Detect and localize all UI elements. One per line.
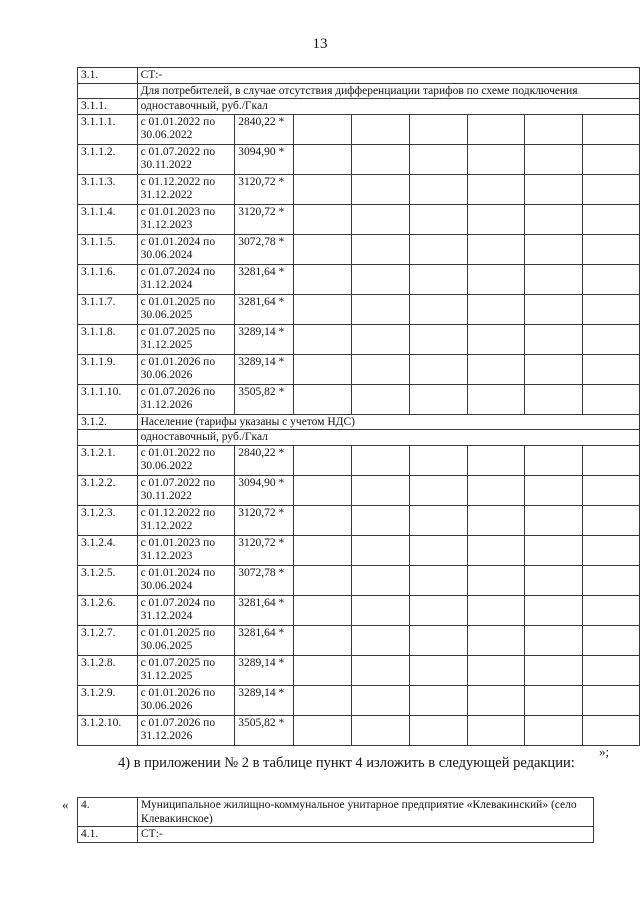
tariff-row <box>78 595 640 625</box>
empty-cell <box>467 384 524 414</box>
tariff-period: с 01.01.2022 по 30.06.2022 <box>137 114 235 144</box>
row-code: 3.1.2.9. <box>78 685 138 715</box>
tariff-period: с 01.01.2022 по 30.06.2022 <box>137 445 235 475</box>
tariff-value: 2840,22 * <box>235 445 294 475</box>
empty-cell <box>351 595 409 625</box>
tariff-row <box>78 234 640 264</box>
tariff-row <box>78 685 640 715</box>
empty-cell <box>409 625 467 655</box>
empty-cell <box>293 445 351 475</box>
empty-cell <box>409 114 467 144</box>
empty-cell <box>467 324 524 354</box>
tariff-period: с 01.01.2023 по 31.12.2023 <box>137 204 235 234</box>
empty-cell <box>582 685 639 715</box>
tariff-row <box>78 475 640 505</box>
empty-cell <box>582 114 639 144</box>
empty-cell <box>467 685 524 715</box>
empty-cell <box>293 234 351 264</box>
tariff-row <box>78 264 640 294</box>
tariff-row <box>78 535 640 565</box>
empty-cell <box>582 384 639 414</box>
empty-cell <box>293 384 351 414</box>
empty-cell <box>293 565 351 595</box>
empty-cell <box>582 204 639 234</box>
tariff-period: с 01.12.2022 по 31.12.2022 <box>137 505 235 535</box>
row-text: СТ:- <box>138 827 594 843</box>
appendix-row <box>78 827 594 843</box>
tariff-row <box>78 384 640 414</box>
empty-cell <box>351 114 409 144</box>
empty-cell <box>524 204 582 234</box>
row-code: 3.1.2.4. <box>78 535 138 565</box>
tariff-value: 3120,72 * <box>235 174 294 204</box>
tariff-value: 3289,14 * <box>235 354 294 384</box>
empty-cell <box>409 445 467 475</box>
empty-cell <box>409 685 467 715</box>
empty-cell <box>351 715 409 745</box>
row-code: 3.1.1.6. <box>78 264 138 294</box>
empty-cell <box>524 715 582 745</box>
row-code: 3.1.1.9. <box>78 354 138 384</box>
row-code: 4.1. <box>78 827 138 843</box>
empty-cell <box>582 565 639 595</box>
empty-cell <box>524 144 582 174</box>
empty-cell <box>582 625 639 655</box>
empty-cell <box>409 384 467 414</box>
empty-cell <box>351 535 409 565</box>
empty-cell <box>293 114 351 144</box>
empty-cell <box>582 174 639 204</box>
empty-cell <box>524 294 582 324</box>
empty-cell <box>582 505 639 535</box>
tariff-value: 3289,14 * <box>235 324 294 354</box>
empty-cell <box>582 475 639 505</box>
empty-cell <box>351 264 409 294</box>
empty-cell <box>582 144 639 174</box>
tariff-period: с 01.07.2022 по 30.11.2022 <box>137 144 235 174</box>
section-header-row <box>78 430 640 446</box>
tariff-value: 2840,22 * <box>235 114 294 144</box>
tariff-row <box>78 354 640 384</box>
empty-cell <box>582 354 639 384</box>
empty-cell <box>467 144 524 174</box>
empty-cell <box>524 685 582 715</box>
empty-cell <box>409 505 467 535</box>
tariff-value: 3094,90 * <box>235 144 294 174</box>
section-title: одноставочный, руб./Гкал <box>137 430 639 446</box>
empty-cell <box>293 505 351 535</box>
empty-cell <box>409 475 467 505</box>
empty-cell <box>467 715 524 745</box>
empty-cell <box>409 565 467 595</box>
empty-cell <box>351 445 409 475</box>
appendix-table <box>77 797 594 843</box>
row-code: 3.1.2.1. <box>78 445 138 475</box>
section-header-row <box>78 83 640 99</box>
row-code: 3.1.1.3. <box>78 174 138 204</box>
tariff-value: 3094,90 * <box>235 475 294 505</box>
section-header-row <box>78 414 640 430</box>
empty-cell <box>293 625 351 655</box>
empty-cell <box>409 715 467 745</box>
empty-cell <box>351 655 409 685</box>
row-code: 3.1.1.8. <box>78 324 138 354</box>
empty-cell <box>351 475 409 505</box>
empty-cell <box>293 294 351 324</box>
empty-cell <box>409 324 467 354</box>
tariff-value: 3289,14 * <box>235 685 294 715</box>
tariff-period: с 01.12.2022 по 31.12.2022 <box>137 174 235 204</box>
section-title: Население (тарифы указаны с учетом НДС) <box>137 414 639 430</box>
tariff-period: с 01.01.2025 по 30.06.2025 <box>137 294 235 324</box>
empty-cell <box>524 655 582 685</box>
empty-cell <box>524 535 582 565</box>
empty-cell <box>582 595 639 625</box>
empty-cell <box>467 535 524 565</box>
tariff-period: с 01.07.2024 по 31.12.2024 <box>137 264 235 294</box>
tariff-row <box>78 625 640 655</box>
empty-cell <box>524 324 582 354</box>
empty-cell <box>409 234 467 264</box>
tariff-value: 3072,78 * <box>235 565 294 595</box>
tariff-period: с 01.01.2023 по 31.12.2023 <box>137 535 235 565</box>
tariff-period: с 01.07.2024 по 31.12.2024 <box>137 595 235 625</box>
tariff-value: 3281,64 * <box>235 264 294 294</box>
empty-cell <box>582 264 639 294</box>
tariff-period: с 01.01.2024 по 30.06.2024 <box>137 565 235 595</box>
empty-cell <box>293 715 351 745</box>
empty-cell <box>467 445 524 475</box>
empty-cell <box>582 445 639 475</box>
empty-cell <box>409 174 467 204</box>
row-code: 3.1.2.10. <box>78 715 138 745</box>
tariff-period: с 01.07.2025 по 31.12.2025 <box>137 324 235 354</box>
row-code: 3.1.1.1. <box>78 114 138 144</box>
row-code: 3.1.1.4. <box>78 204 138 234</box>
row-code: 3.1.1.7. <box>78 294 138 324</box>
tariff-value: 3072,78 * <box>235 234 294 264</box>
tariff-row <box>78 114 640 144</box>
empty-cell <box>467 234 524 264</box>
tariff-row <box>78 324 640 354</box>
appendix-row <box>78 798 594 827</box>
empty-cell <box>524 174 582 204</box>
empty-cell <box>467 475 524 505</box>
tariff-value: 3281,64 * <box>235 294 294 324</box>
empty-cell <box>582 535 639 565</box>
empty-cell <box>467 294 524 324</box>
empty-cell <box>524 114 582 144</box>
empty-cell <box>467 114 524 144</box>
row-code: 3.1.2.5. <box>78 565 138 595</box>
empty-cell <box>293 144 351 174</box>
row-code: 3.1.2.8. <box>78 655 138 685</box>
tariff-row <box>78 445 640 475</box>
row-code: 3.1.1.5. <box>78 234 138 264</box>
empty-cell <box>351 565 409 595</box>
empty-cell <box>293 354 351 384</box>
empty-cell <box>524 595 582 625</box>
empty-cell <box>351 294 409 324</box>
empty-cell <box>524 445 582 475</box>
empty-cell <box>409 144 467 174</box>
empty-cell <box>293 595 351 625</box>
tariff-period: с 01.07.2026 по 31.12.2026 <box>137 715 235 745</box>
tariff-value: 3505,82 * <box>235 384 294 414</box>
tariff-value: 3505,82 * <box>235 715 294 745</box>
page-number: 13 <box>312 36 328 52</box>
empty-cell <box>524 354 582 384</box>
tariff-value: 3281,64 * <box>235 625 294 655</box>
empty-cell <box>524 475 582 505</box>
tariff-value: 3289,14 * <box>235 655 294 685</box>
closing-quote: »; <box>599 744 610 759</box>
tariff-period: с 01.07.2026 по 31.12.2026 <box>137 384 235 414</box>
empty-cell <box>582 655 639 685</box>
empty-cell <box>467 655 524 685</box>
empty-cell <box>293 264 351 294</box>
tariff-row <box>78 174 640 204</box>
empty-cell <box>467 625 524 655</box>
empty-cell <box>351 324 409 354</box>
row-code: 3.1.2. <box>78 414 138 430</box>
empty-cell <box>524 234 582 264</box>
empty-cell <box>293 475 351 505</box>
row-code: 4. <box>78 798 138 827</box>
empty-cell <box>582 234 639 264</box>
row-code: 3.1.1. <box>78 99 138 115</box>
section-header-row <box>78 99 640 115</box>
empty-cell <box>409 655 467 685</box>
empty-cell <box>293 655 351 685</box>
empty-cell <box>467 204 524 234</box>
tariff-row <box>78 715 640 745</box>
tariff-row <box>78 144 640 174</box>
empty-cell <box>409 204 467 234</box>
empty-cell <box>351 174 409 204</box>
row-code: 3.1. <box>78 68 138 84</box>
tariff-table <box>77 67 640 746</box>
tariff-period: с 01.01.2025 по 30.06.2025 <box>137 625 235 655</box>
empty-cell <box>467 174 524 204</box>
tariff-period: с 01.01.2026 по 30.06.2026 <box>137 354 235 384</box>
empty-cell <box>467 354 524 384</box>
empty-cell <box>582 715 639 745</box>
empty-cell <box>524 625 582 655</box>
empty-cell <box>409 354 467 384</box>
empty-cell <box>293 685 351 715</box>
empty-cell <box>351 625 409 655</box>
tariff-period: с 01.01.2024 по 30.06.2024 <box>137 234 235 264</box>
tariff-period: с 01.07.2022 по 30.11.2022 <box>137 475 235 505</box>
tariff-row <box>78 294 640 324</box>
row-code: 3.1.2.3. <box>78 505 138 535</box>
row-code: 3.1.1.2. <box>78 144 138 174</box>
empty-cell <box>409 294 467 324</box>
empty-cell <box>293 174 351 204</box>
empty-cell <box>524 384 582 414</box>
empty-cell <box>351 685 409 715</box>
row-code: 3.1.2.7. <box>78 625 138 655</box>
tariff-period: с 01.07.2025 по 31.12.2025 <box>137 655 235 685</box>
empty-cell <box>293 324 351 354</box>
section-title: СТ:- <box>137 68 639 84</box>
row-text: Муниципальное жилищно-коммунальное унитарное предприятие «Клевакинский» (село Клевакинское) <box>138 798 594 827</box>
row-code <box>78 83 138 99</box>
empty-cell <box>582 294 639 324</box>
section-title: одноставочный, руб./Гкал <box>137 99 639 115</box>
amendment-instruction: 4) в приложении № 2 в таблице пункт 4 изложить в следующей редакции: <box>118 755 575 771</box>
tariff-value: 3120,72 * <box>235 204 294 234</box>
empty-cell <box>582 324 639 354</box>
empty-cell <box>351 354 409 384</box>
row-code <box>78 430 138 446</box>
tariff-row <box>78 505 640 535</box>
row-code: 3.1.2.6. <box>78 595 138 625</box>
empty-cell <box>409 595 467 625</box>
row-code: 3.1.2.2. <box>78 475 138 505</box>
tariff-value: 3120,72 * <box>235 505 294 535</box>
empty-cell <box>293 535 351 565</box>
empty-cell <box>467 595 524 625</box>
empty-cell <box>467 264 524 294</box>
empty-cell <box>293 204 351 234</box>
empty-cell <box>467 505 524 535</box>
empty-cell <box>351 505 409 535</box>
row-code: 3.1.1.10. <box>78 384 138 414</box>
section-title: Для потребителей, в случае отсутствия дифференциации тарифов по схеме подключения <box>137 83 639 99</box>
section-header-row <box>78 68 640 84</box>
empty-cell <box>351 204 409 234</box>
empty-cell <box>409 264 467 294</box>
empty-cell <box>351 384 409 414</box>
empty-cell <box>351 144 409 174</box>
empty-cell <box>524 505 582 535</box>
empty-cell <box>467 565 524 595</box>
tariff-row <box>78 655 640 685</box>
tariff-period: с 01.01.2026 по 30.06.2026 <box>137 685 235 715</box>
tariff-row <box>78 565 640 595</box>
opening-quote: « <box>62 797 69 812</box>
empty-cell <box>524 264 582 294</box>
empty-cell <box>351 234 409 264</box>
empty-cell <box>524 565 582 595</box>
tariff-row <box>78 204 640 234</box>
tariff-value: 3120,72 * <box>235 535 294 565</box>
empty-cell <box>409 535 467 565</box>
tariff-value: 3281,64 * <box>235 595 294 625</box>
